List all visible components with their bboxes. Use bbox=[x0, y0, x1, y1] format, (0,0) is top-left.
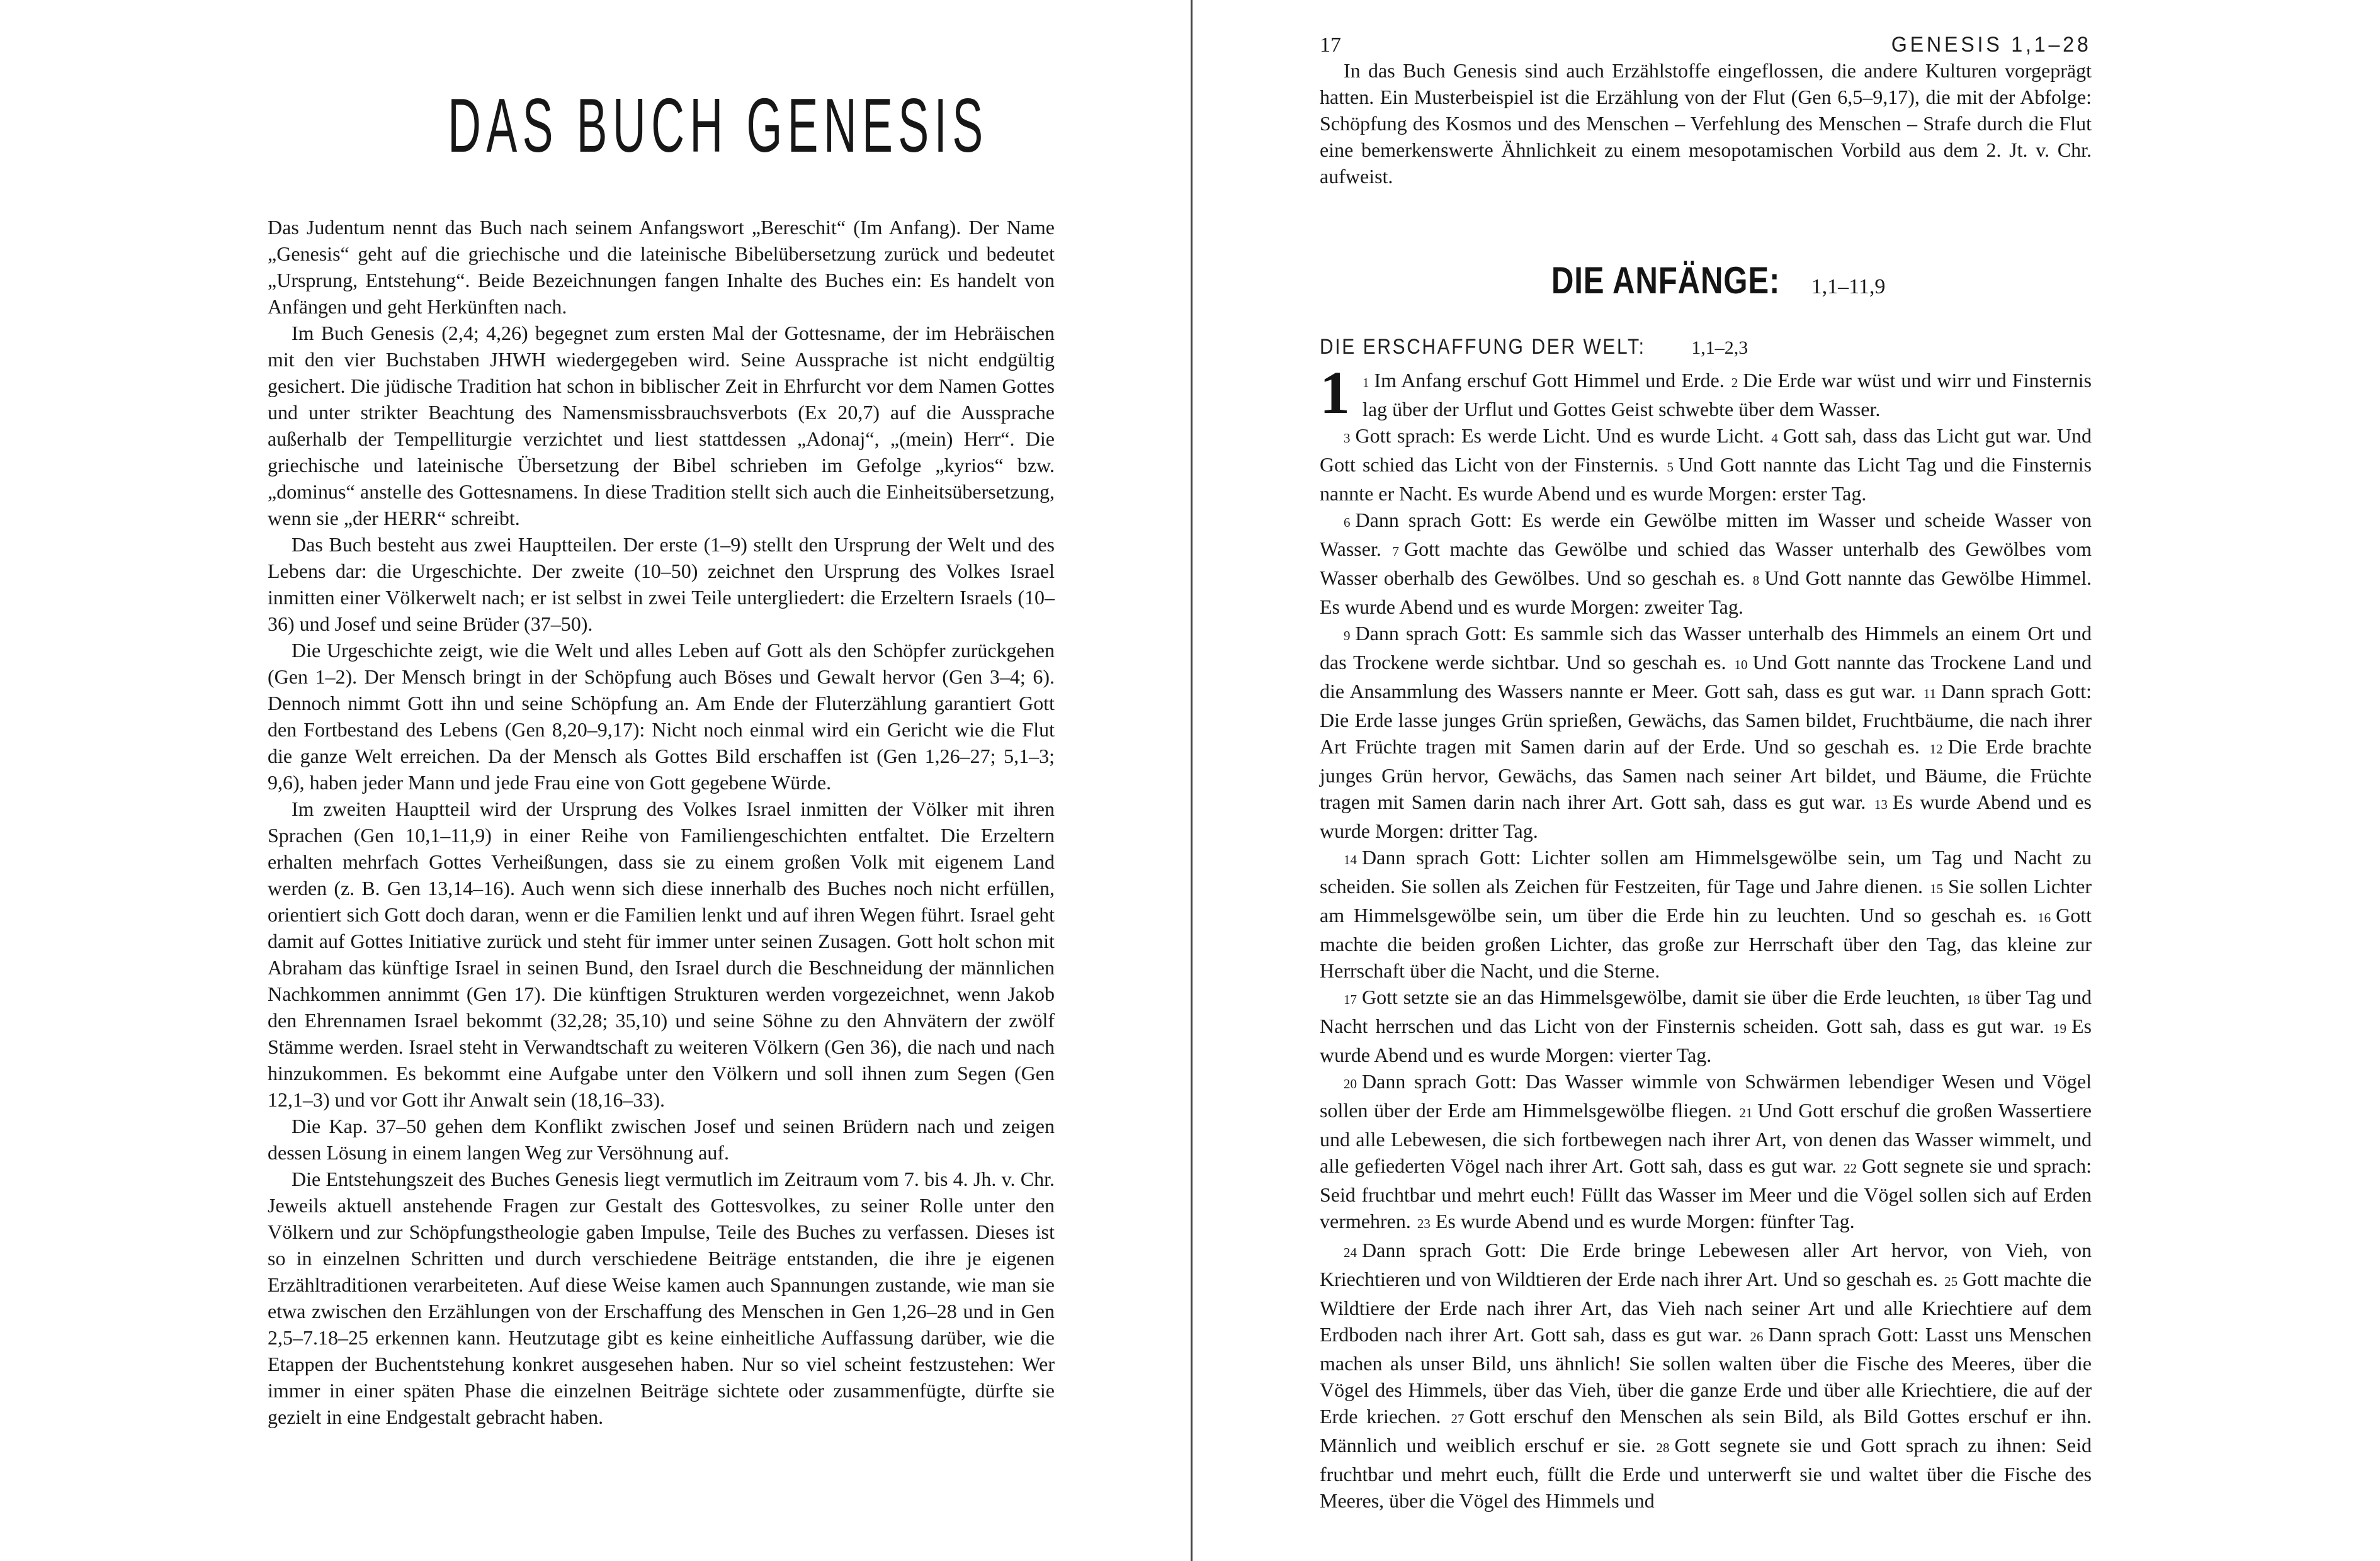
page-number: 17 bbox=[1320, 33, 1341, 57]
verse-text: Und Gott nannte das Gewölbe Himmel. Es wurde Abend und es wurde Morgen: zweiter Tag. bbox=[1320, 566, 2092, 618]
verse-text: Es wurde Abend und es wurde Morgen: fünfter Tag. bbox=[1435, 1210, 1855, 1232]
verse-paragraph bbox=[1320, 422, 2092, 507]
section-heading bbox=[1320, 259, 2092, 302]
verse-number: 14 bbox=[1344, 852, 1357, 867]
running-header bbox=[1320, 33, 2092, 57]
verse-paragraph bbox=[1320, 620, 2092, 844]
verse-text: Und Gott nannte das Licht Tag und die Finsternis nannte er Nacht. Es wurde Abend und es wurde Morgen: erster Tag. bbox=[1320, 453, 2092, 505]
verse-number: 22 bbox=[1844, 1161, 1857, 1176]
verse-text: Dann sprach Gott: Es werde ein Gewölbe mitten im Wasser und scheide Wasser von Wasser. bbox=[1320, 509, 2092, 560]
running-header-title: GENESIS 1,1–28 bbox=[1891, 33, 2092, 57]
verse-text: Gott machte das Gewölbe und schied das Wasser unterhalb des Gewölbes vom Wasser oberhalb des Gewölbes. Und so geschah es. bbox=[1320, 538, 2092, 589]
left-page-body bbox=[268, 214, 1055, 1430]
verse-text: Und Gott nannte das Trockene Land und die Ansammlung des Wassers nannte er Meer. Gott sah, dass es gut war. bbox=[1320, 651, 2092, 702]
verse-paragraph bbox=[1320, 984, 2092, 1068]
verse-number: 21 bbox=[1739, 1105, 1753, 1120]
verse-paragraph bbox=[1320, 844, 2092, 984]
subsection-heading-title: DIE ERSCHAFFUNG DER WELT: bbox=[1320, 335, 1646, 359]
verse-text: Gott erschuf den Menschen als sein Bild, als Bild Gottes erschuf er ihn. Männlich und weiblich erschuf er sie. bbox=[1320, 1405, 2092, 1457]
verse-paragraph bbox=[1320, 359, 2092, 426]
verse-text: Gott segnete sie und sprach: Seid fruchtbar und mehrt euch! Füllt das Wasser im Meer und die Vögel sollen sich auf Erden vermehren. bbox=[1320, 1154, 2092, 1232]
verse-number: 12 bbox=[1929, 741, 1943, 757]
chapter-number-dropcap: 1 bbox=[1320, 359, 1350, 426]
verse-number: 2 bbox=[1731, 375, 1738, 390]
verse-text: Im Anfang erschuf Gott Himmel und Erde. bbox=[1374, 369, 1730, 392]
page-divider-line bbox=[1191, 0, 1193, 1561]
verse-text: Dann sprach Gott: Lichter sollen am Himmelsgewölbe sein, um Tag und Nacht zu scheiden. Sie sollen als Zeichen für Festzeiten, für Tage und Jahre dienen. bbox=[1320, 846, 2092, 898]
verse-text: Dann sprach Gott: Lasst uns Menschen machen als unser Bild, uns ähnlich! Sie sollen walten über die Fische des Meeres, über die Vögel des Himmels, über das Vieh, über die ganze Erde und über alle Kriechtiere, die auf der Erde kriechen. bbox=[1320, 1323, 2092, 1428]
verse-paragraph bbox=[1320, 1068, 2092, 1237]
subsection-heading-ref: 1,1–2,3 bbox=[1691, 337, 1748, 358]
verse-number: 11 bbox=[1923, 686, 1936, 701]
verse-number: 15 bbox=[1930, 881, 1944, 896]
section-heading-title: DIE ANFÄNGE: bbox=[1551, 259, 1780, 301]
intro-paragraph: In das Buch Genesis sind auch Erzählstoffe eingeflossen, die andere Kulturen vorgeprägt hatten. Ein Musterbeispiel ist die Erzählung von der Flut (Gen 6,5–9,17), die mit der Abfolge: Schöpfung des Kosmos und des Menschen – Verfehlung des Menschen – Strafe durch die Flut eine bemerkenswerte Ähnlichkeit zu einem mesopotamischen Vorbild aus dem 2. Jt. v. Chr. aufweist. bbox=[1320, 59, 2092, 188]
verse-text: über Tag und Nacht herrschen und das Licht von der Finsternis scheiden. Gott sah, dass es gut war. bbox=[1320, 986, 2092, 1037]
verse-text: Gott sah, dass das Licht gut war. Und Gott schied das Licht von der Finsternis. bbox=[1320, 424, 2092, 476]
verse-paragraph bbox=[1320, 507, 2092, 620]
verse-text: Gott segnete sie und Gott sprach zu ihnen: Seid fruchtbar und mehrt euch, füllt die Erde und unterwerft sie und waltet über die Fische des Meeres, über die Vögel des Himmels und bbox=[1320, 1434, 2092, 1512]
section-heading-ref: 1,1–11,9 bbox=[1811, 275, 1886, 298]
verse-number: 27 bbox=[1451, 1411, 1465, 1426]
verse-text: Die Erde brachte junges Grün hervor, Gewächs, das Samen nach seiner Art bildet, und Bäume, die Früchte tragen mit Samen darin nach ihrer Art. Gott sah, dass es gut war. bbox=[1320, 735, 2092, 813]
verse-text: Gott sprach: Es werde Licht. Und es wurde Licht. bbox=[1355, 424, 1771, 447]
verse-number: 17 bbox=[1344, 992, 1357, 1007]
right-page-intro bbox=[1320, 57, 2092, 189]
verse-number: 25 bbox=[1944, 1274, 1958, 1289]
verse-number: 9 bbox=[1344, 628, 1351, 643]
chapter-text bbox=[1320, 359, 2092, 1514]
verse-number: 19 bbox=[2053, 1021, 2066, 1036]
verse-paragraph bbox=[1320, 1237, 2092, 1514]
verse-number: 28 bbox=[1656, 1440, 1670, 1455]
verse-number: 1 bbox=[1363, 375, 1369, 390]
verse-number: 16 bbox=[2037, 910, 2051, 925]
verse-number: 8 bbox=[1752, 573, 1760, 588]
paragraph: Die Urgeschichte zeigt, wie die Welt und alles Leben auf Gott als den Schöpfer zurückgehen (Gen 1–2). Der Mensch bringt in der Schöpfung auch Böses und Gewalt hervor (Gen 3–4; 6). Dennoch nimmt Gott ihn und seine Schöpfung an. Am Ende der Fluterzählung garantiert Gott den Fortbestand des Lebens (Gen 8,20–9,17): Nicht noch einmal wird ein Gericht wie die Flut die ganze Welt erreichen. Da der Mensch als Gottes Bild erschaffen ist (Gen 1,26–27; 5,1–3; 9,6), haben jeder Mann und jede Frau eine von Gott gegebene Würde. bbox=[268, 639, 1055, 794]
verse-number: 18 bbox=[1966, 992, 1980, 1007]
verse-number: 10 bbox=[1734, 657, 1748, 672]
paragraph: Im Buch Genesis (2,4; 4,26) begegnet zum ersten Mal der Gottesname, der im Hebräischen mit den vier Buchstaben JHWH wiedergegeben wird. Seine Aussprache ist nicht endgültig gesichert. Die jüdische Tradition hat schon in biblischer Zeit in Ehrfurcht vor dem Namen Gottes und unter strikter Beachtung des Namensmissbrauchsverbots (Ex 20,7) auf die Aussprache außerhalb der Tempelliturgie verzichtet und liest stattdessen „Adonaj“, „(mein) Herr“. Die griechische und lateinische Übersetzung der Bibel schrieben im Gefolge „kyrios“ bzw. „dominus“ anstelle des Gottesnamens. In diese Tradition stellt sich auch die Einheitsübersetzung, wenn sie „der HERR“ schreibt. bbox=[268, 322, 1055, 529]
paragraph: Im zweiten Hauptteil wird der Ursprung des Volkes Israel inmitten der Völker mit ihren Sprachen (Gen 10,1–11,9) in einer Reihe von Familiengeschichten entfaltet. Die Erzeltern erhalten mehrfach Gottes Verheißungen, dass sie zu einem großen Volk mit eigenem Land werden (z. B. Gen 13,14–16). Auch wenn sich diese innerhalb des Buches noch nicht erfüllen, orientiert sich Gott doch daran, wenn er die Familien lenkt und auf ihren Wegen führt. Israel geht damit auf Gottes Initiative zurück und steht für immer unter seinen Zusagen. Gott holt schon mit Abraham das künftige Israel in seinen Bund, den Israel durch die Beschneidung der männlichen Nachkommen annimmt (Gen 17). Die künftigen Strukturen werden vorgezeichnet, wenn Jakob den Ehrennamen Israel bekommt (32,28; 35,10) und seine Söhne zu den Ahnvätern der zwölf Stämme werden. Israel steht in Verwandtschaft zu weiteren Völkern (Gen 36), die nach und nach hinzukommen. Es bekommt eine Aufgabe unter den Völkern und soll ihnen zum Segen (Gen 12,1–3) und vor Gott ihr Anwalt sein (18,16–33). bbox=[268, 797, 1055, 1111]
paragraph: Die Entstehungszeit des Buches Genesis liegt vermutlich im Zeitraum vom 7. bis 4. Jh. v. Chr. Jeweils aktuell anstehende Fragen zur Gestalt des Gottesvolkes, zu seiner Rolle unter den Völkern und zur Schöpfungstheologie gaben Impulse, Teile des Buches zu verfassen. Dieses ist so in einzelnen Schritten und durch verschiedene Beiträge entstanden, die ihre je eigenen Erzähltraditionen verarbeiteten. Auf diese Weise kamen auch Spannungen zustande, wie man sie etwa zwischen den Erzählungen von der Erschaffung des Menschen in Gen 1,26–28 und in Gen 2,5–7.18–25 erkennen kann. Heutzutage gibt es keine einheitliche Auffassung darüber, wie die Etappen der Buchentstehung konkret ausgesehen haben. Nur so viel scheint festzustehen: Wer immer in einer späten Phase die einzelnen Beiträge sichtete oder zusammenfügte, dürfte sie gezielt in eine Endgestalt gebracht haben. bbox=[268, 1168, 1055, 1428]
verse-text: Es wurde Abend und es wurde Morgen: vierter Tag. bbox=[1320, 1015, 2092, 1066]
verse-text: Und Gott erschuf die großen Wassertiere und alle Lebewesen, die sich fortbewegen nach ihrer Art, von denen das Wasser wimmelt, und alle gefiederten Vögel nach ihrer Art. Gott sah, dass es gut war. bbox=[1320, 1099, 2092, 1177]
verse-number: 7 bbox=[1392, 544, 1400, 559]
subsection-heading bbox=[1320, 335, 2092, 359]
verse-text: Dann sprach Gott: Die Erde lasse junges Grün sprießen, Gewächs, das Samen bildet, Fruchtbäume, die nach ihrer Art Früchte tragen mit Samen darin auf der Erde. Und so geschah es. bbox=[1320, 680, 2092, 758]
verse-number: 5 bbox=[1667, 459, 1674, 475]
book-title-text: DAS BUCH GENESIS bbox=[448, 82, 989, 168]
verse-number: 6 bbox=[1344, 515, 1351, 530]
verse-number: 23 bbox=[1417, 1216, 1431, 1231]
verse-number: 3 bbox=[1344, 431, 1351, 446]
verse-number: 20 bbox=[1344, 1076, 1357, 1091]
verse-text: Dann sprach Gott: Es sammle sich das Wasser unterhalb des Himmels an einem Ort und das Trockene werde sichtbar. Und so geschah es. bbox=[1320, 622, 2092, 673]
paragraph: Das Judentum nennt das Buch nach seinem Anfangswort „Bereschit“ (Im Anfang). Der Name „Genesis“ geht auf die griechische und die lateinische Bibelübersetzung zurück und bedeutet „Ursprung, Entstehung“. Beide Bezeichnungen fangen Inhalte des Buches ein: Es handelt von Anfängen und geht Herkünften nach. bbox=[268, 216, 1055, 318]
left-page bbox=[268, 0, 1055, 1430]
verse-text: Es wurde Abend und es wurde Morgen: dritter Tag. bbox=[1320, 791, 2092, 842]
right-page bbox=[1320, 0, 2092, 1514]
paragraph: Die Kap. 37–50 gehen dem Konflikt zwischen Josef und seinen Brüdern nach und zeigen dessen Lösung in einem langen Weg zur Versöhnung auf. bbox=[268, 1115, 1055, 1164]
verse-text: Gott machte die beiden großen Lichter, das große zur Herrschaft über den Tag, das kleine zur Herrschaft über die Nacht, und die Sterne. bbox=[1320, 904, 2092, 982]
verse-text: Dann sprach Gott: Die Erde bringe Lebewesen aller Art hervor, von Vieh, von Kriechtieren und von Wildtieren der Erde nach ihrer Art. Und so geschah es. bbox=[1320, 1239, 2092, 1290]
verse-text: Sie sollen Lichter am Himmelsgewölbe sein, um über die Erde hin zu leuchten. Und so geschah es. bbox=[1320, 875, 2092, 927]
book-title bbox=[268, 82, 1055, 168]
verse-text: Gott setzte sie an das Himmelsgewölbe, damit sie über die Erde leuchten, bbox=[1362, 986, 1966, 1008]
verse-number: 26 bbox=[1750, 1329, 1764, 1344]
verse-text: Die Erde war wüst und wirr und Finsternis lag über der Urflut und Gottes Geist schwebte über dem Wasser. bbox=[1363, 369, 2092, 420]
verse-number: 24 bbox=[1344, 1245, 1357, 1260]
verse-number: 13 bbox=[1874, 797, 1888, 812]
verse-text: Gott machte die Wildtiere der Erde nach ihrer Art, das Vieh nach seiner Art und alle Kriechtiere auf dem Erdboden nach ihrer Art. Gott sah, dass es gut war. bbox=[1320, 1268, 2092, 1346]
verse-text: Dann sprach Gott: Das Wasser wimmle von Schwärmen lebendiger Wesen und Vögel sollen über der Erde am Himmelsgewölbe fliegen. bbox=[1320, 1070, 2092, 1122]
paragraph: Das Buch besteht aus zwei Hauptteilen. Der erste (1–9) stellt den Ursprung der Welt und des Lebens dar: die Urgeschichte. Der zweite (10–50) zeichnet den Ursprung des Volkes Israel inmitten einer Völkerwelt nach; er ist selbst in zwei Teile untergliedert: die Erzeltern Israels (10–36) und Josef und seine Brüder (37–50). bbox=[268, 533, 1055, 635]
verse-number: 4 bbox=[1771, 431, 1778, 446]
